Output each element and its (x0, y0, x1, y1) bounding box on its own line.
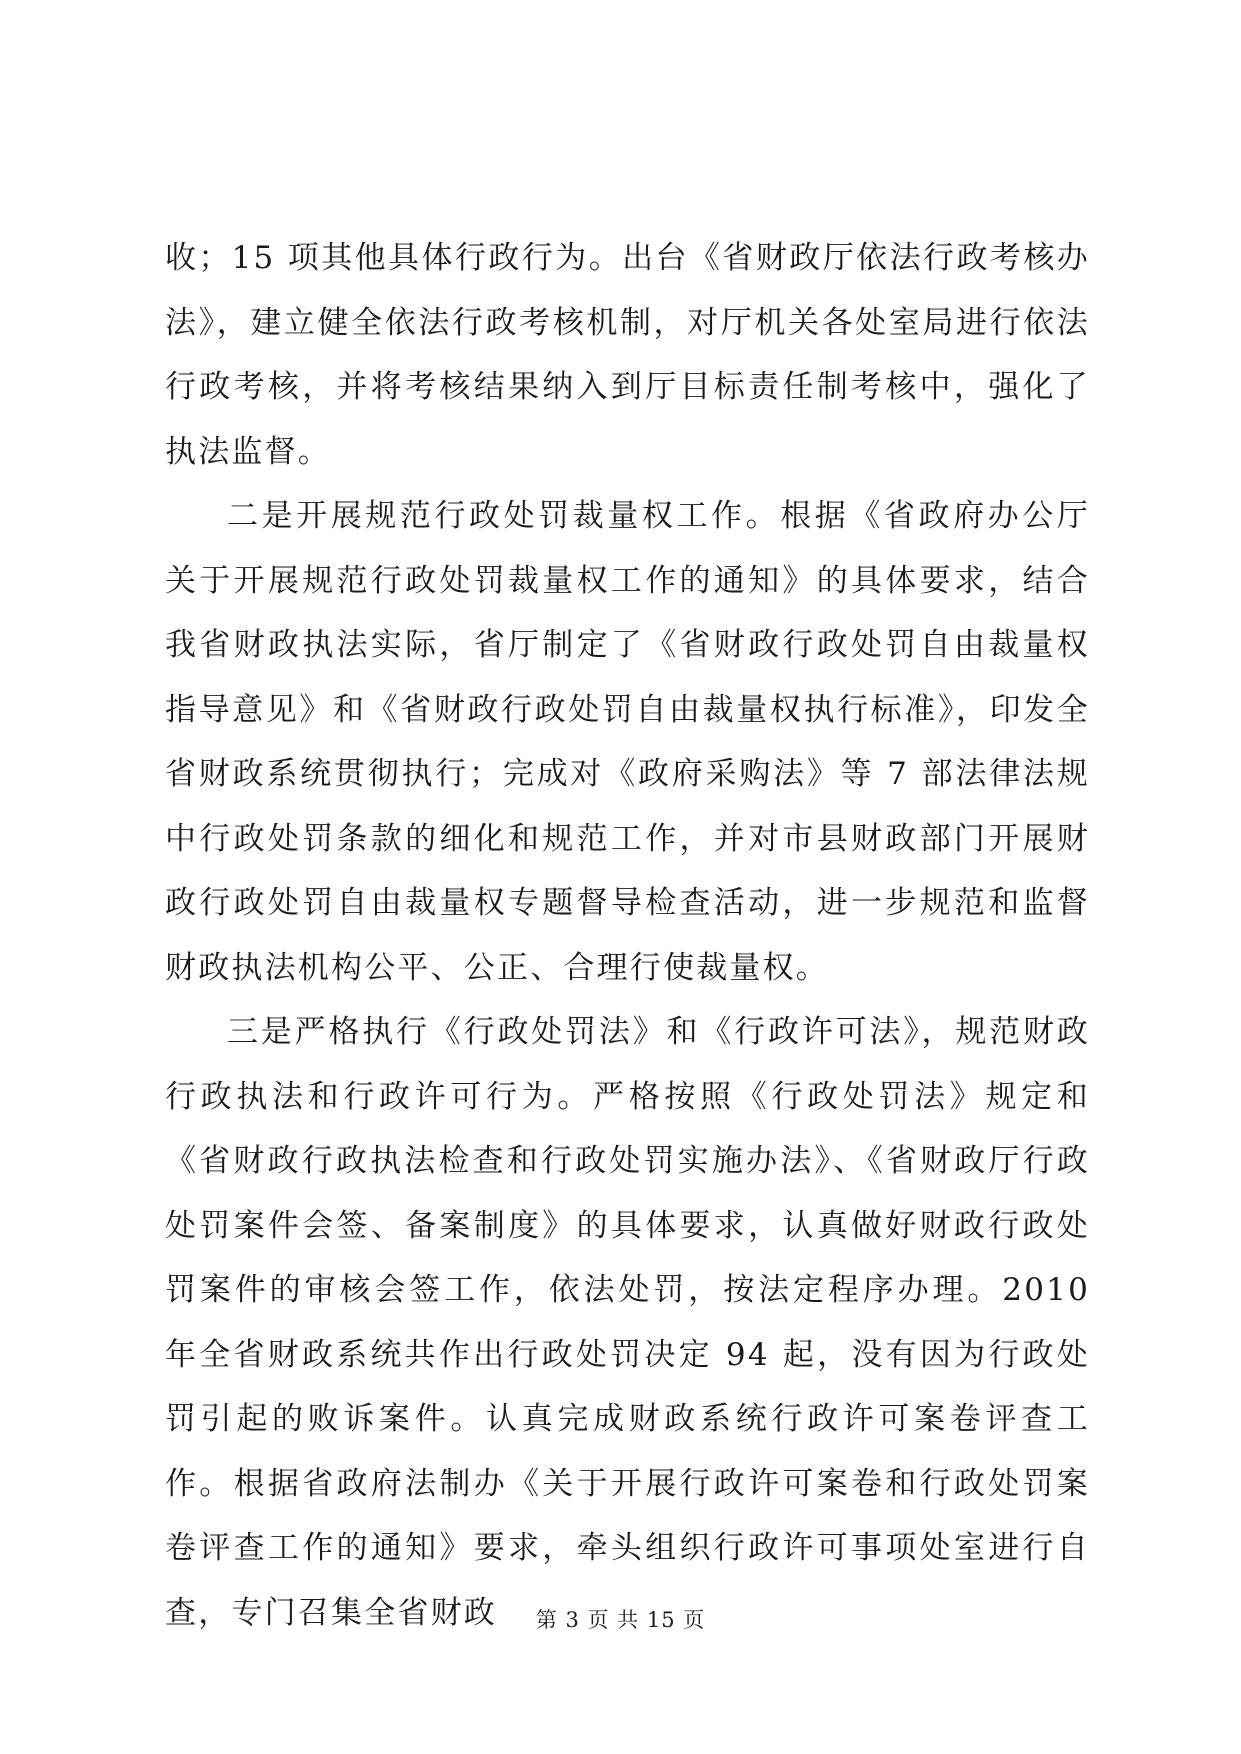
paragraph-discretion: 二是开展规范行政处罚裁量权工作。根据《省政府办公厅关于开展规范行政处罚裁量权工作的通知》的具体要求，结合我省财政执法实际，省厅制定了《省财政行政处罚自由裁量权指导意见》和《省财政行政处罚自由裁量权执行标准》，印发全省财政系统贯彻执行；完成对《政府采购法》等 7 部法律法规中行政处罚条款的细化和规范工作，并对市县财政部门开展财政行政处罚自由裁量权专题督导检查活动，进一步规范和监督财政执法机构公平、公正、合理行使裁量权。 (165, 498, 1090, 986)
document-body (165, 226, 1090, 1645)
paragraph-enforcement: 三是严格执行《行政处罚法》和《行政许可法》，规范财政行政执法和行政许可行为。严格按照《行政处罚法》规定和《省财政行政执法检查和行政处罚实施办法》、《省财政厅行政处罚案件会签、备案制度》的具体要求，认真做好财政行政处罚案件的审核会签工作，依法处罚，按法定程序办理。2010 年全省财政系统共作出行政处罚决定 94 起，没有因为行政处罚引起的败诉案件。认真完成财政系统行政许可案卷评查工作。根据省政府法制办《关于开展行政许可案卷和行政处罚案卷评查工作的通知》要求，牵头组织行政许可事项处室进行自查，专门召集全省财政 (165, 1014, 1090, 1631)
page-footer: 第 3 页 共 15 页 (535, 1608, 706, 1632)
paragraph-continued: 收；15 项其他具体行政行为。出台《省财政厅依法行政考核办法》，建立健全依法行政考核机制，对厅机关各处室局进行依法行政考核，并将考核结果纳入到厅目标责任制考核中，强化了执法监督。 (165, 240, 1090, 470)
